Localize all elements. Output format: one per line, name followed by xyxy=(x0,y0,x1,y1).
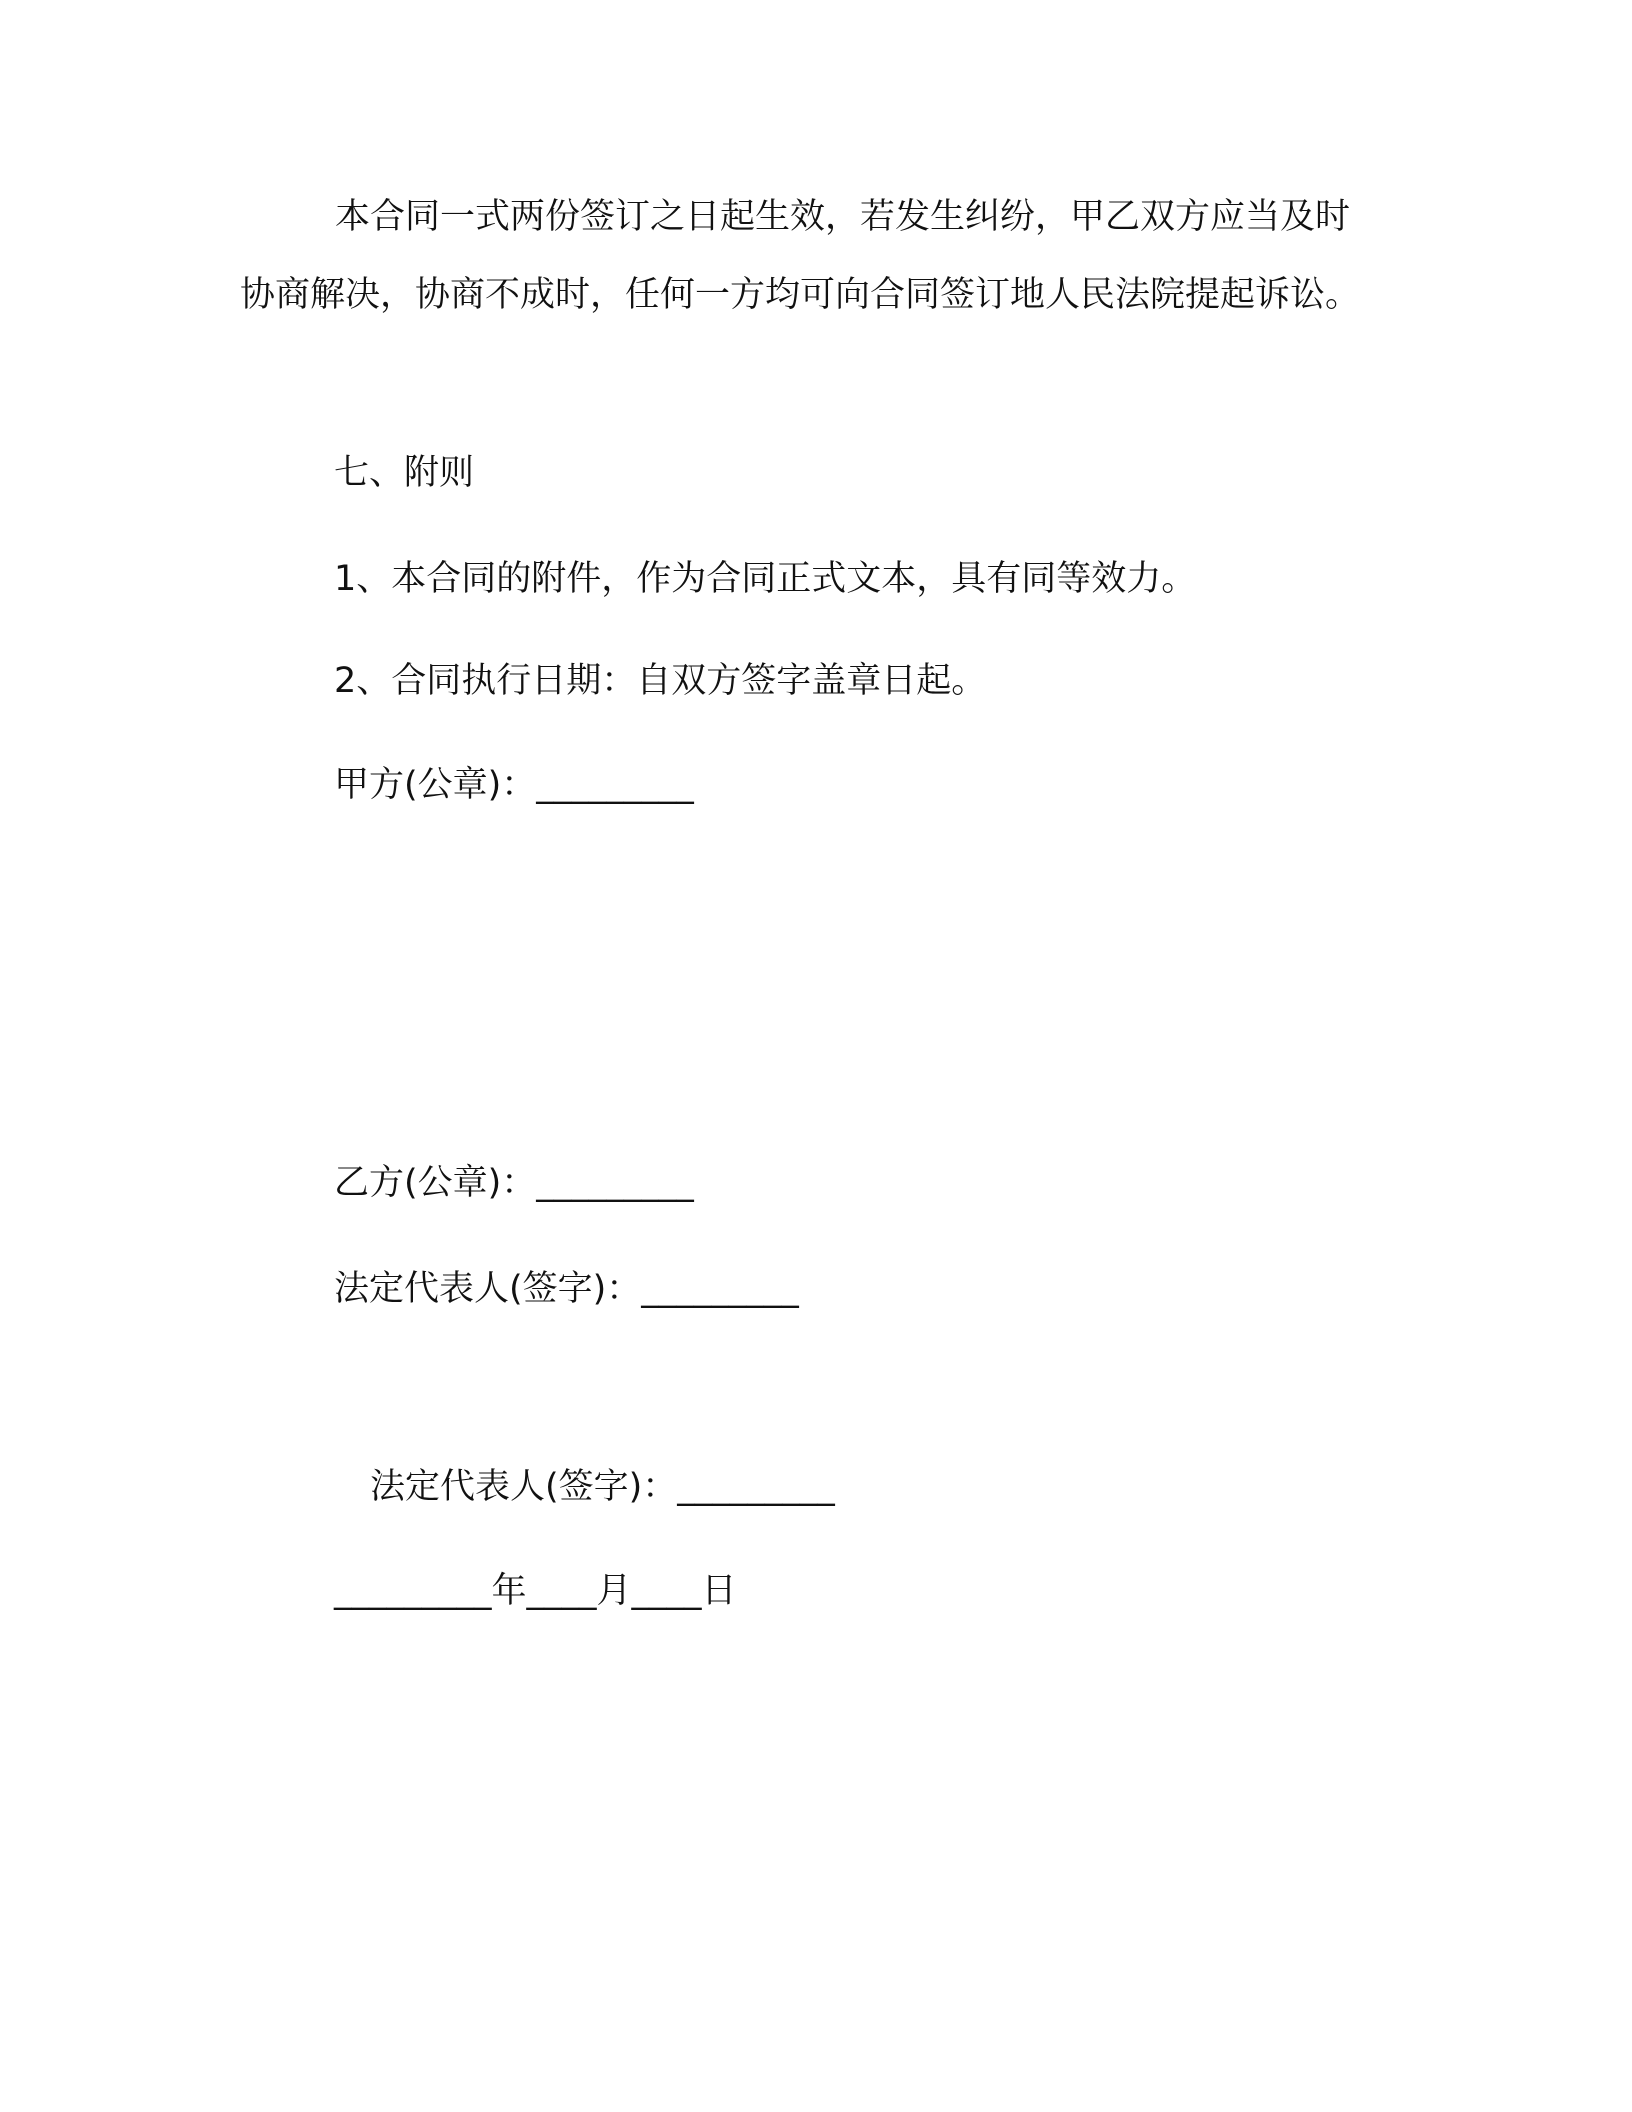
legal-rep-signature-field: 法定代表人(签字)：_________ xyxy=(370,1467,835,1507)
clause-2: 2、合同执行日期：自双方签字盖章日起。 xyxy=(334,661,987,701)
legal-rep-signature-field: 法定代表人(签字)：_________ xyxy=(334,1269,799,1309)
dispute-paragraph: 本合同一式两份签订之日起生效，若发生纠纷，甲乙双方应当及时协商解决，协商不成时，任何一方均可向合同签订地人民法院提起诉讼。 xyxy=(240,197,1361,315)
date-line: _________年____月____日 xyxy=(334,1571,737,1611)
clause-1: 1、本合同的附件，作为合同正式文本，具有同等效力。 xyxy=(334,559,1197,599)
party-a-seal-field: 甲方(公章)：_________ xyxy=(334,765,694,805)
section-heading: 七、附则 xyxy=(334,453,475,493)
party-b-seal-field: 乙方(公章)：_________ xyxy=(334,1163,694,1203)
